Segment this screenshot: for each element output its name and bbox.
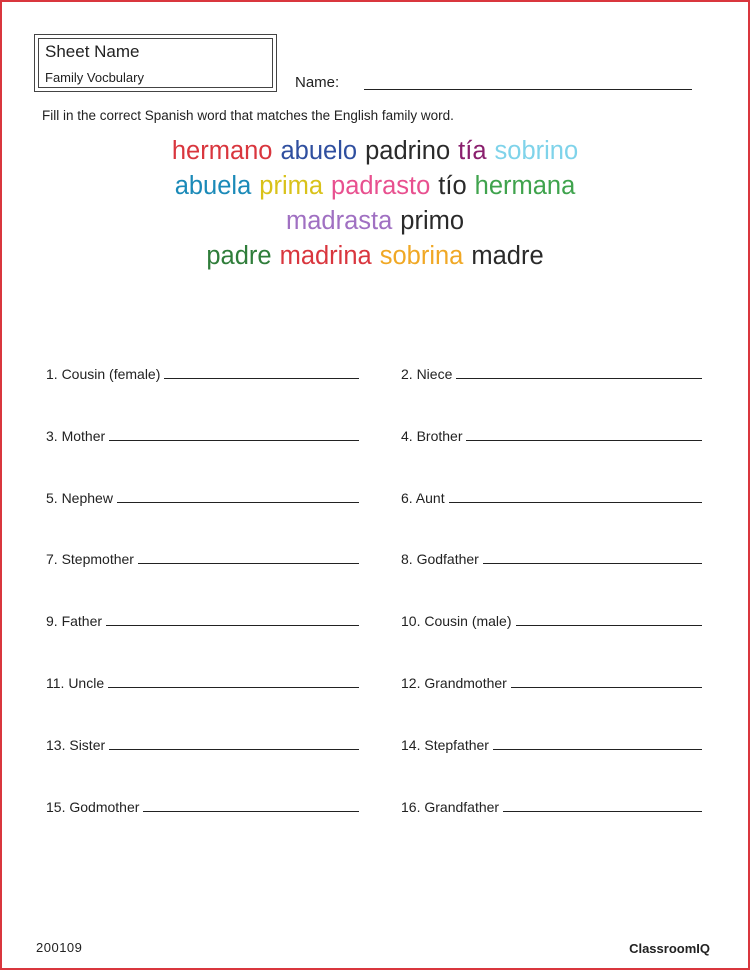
word-bank-word: prima bbox=[259, 172, 324, 200]
word-bank-word: padrasto bbox=[331, 172, 431, 200]
question-label: 16. Grandfather bbox=[401, 799, 500, 815]
word-bank-word: madrasta bbox=[285, 207, 393, 235]
word-bank-word: tío bbox=[438, 172, 467, 200]
question-label: 2. Niece bbox=[401, 366, 453, 382]
answer-blank[interactable] bbox=[138, 550, 359, 564]
word-bank-word: primo bbox=[400, 207, 465, 235]
answer-blank[interactable] bbox=[449, 489, 702, 503]
answer-blank[interactable] bbox=[109, 427, 359, 441]
sheet-name: Sheet Name bbox=[45, 42, 140, 61]
question-item bbox=[46, 427, 359, 444]
question-item bbox=[401, 427, 702, 444]
question-label: 7. Stepmother bbox=[46, 551, 134, 567]
instructions: Fill in the correct Spanish word that matches the English family word. bbox=[42, 108, 454, 123]
word-bank-word: abuelo bbox=[280, 137, 358, 165]
worksheet-id: 200109 bbox=[36, 940, 83, 955]
question-label: 13. Sister bbox=[46, 737, 106, 753]
answer-blank[interactable] bbox=[143, 798, 359, 812]
brand-logo: ClassroomIQ bbox=[629, 941, 710, 956]
question-item bbox=[401, 674, 702, 691]
answer-blank[interactable] bbox=[516, 612, 702, 626]
question-label: 15. Godmother bbox=[46, 799, 140, 815]
question-item bbox=[401, 798, 702, 815]
word-bank-word: padre bbox=[206, 242, 272, 270]
answer-blank[interactable] bbox=[503, 798, 702, 812]
answer-blank[interactable] bbox=[106, 612, 359, 626]
question-item bbox=[46, 550, 359, 567]
question-item bbox=[46, 612, 359, 629]
question-label: 3. Mother bbox=[46, 428, 106, 444]
word-bank-word: abuela bbox=[174, 172, 252, 200]
word-bank-word: madre bbox=[471, 242, 544, 270]
question-item bbox=[401, 550, 702, 567]
question-item bbox=[401, 612, 702, 629]
sheet-subtitle: Family Vocbulary bbox=[45, 70, 144, 85]
answer-blank[interactable] bbox=[511, 674, 702, 688]
question-label: 9. Father bbox=[46, 613, 103, 629]
question-label: 5. Nephew bbox=[46, 490, 113, 506]
question-label: 8. Godfather bbox=[401, 551, 479, 567]
word-bank-word: madrina bbox=[279, 242, 372, 270]
answer-blank[interactable] bbox=[164, 365, 359, 379]
answer-blank[interactable] bbox=[493, 736, 702, 750]
answer-blank[interactable] bbox=[483, 550, 702, 564]
question-label: 10. Cousin (male) bbox=[401, 613, 512, 629]
question-label: 4. Brother bbox=[401, 428, 463, 444]
answer-blank[interactable] bbox=[117, 489, 359, 503]
answer-blank[interactable] bbox=[108, 674, 359, 688]
question-label: 11. Uncle bbox=[46, 675, 105, 691]
question-list bbox=[2, 2, 748, 968]
answer-blank[interactable] bbox=[456, 365, 702, 379]
question-item bbox=[46, 489, 359, 506]
question-item bbox=[401, 736, 702, 753]
question-item bbox=[46, 798, 359, 815]
question-item bbox=[401, 365, 702, 382]
word-bank-word: hermano bbox=[171, 137, 273, 165]
word-bank-word: sobrina bbox=[379, 242, 464, 270]
word-bank-word: padrino bbox=[365, 137, 451, 165]
word-bank-word: tía bbox=[458, 137, 487, 165]
question-item bbox=[401, 489, 702, 506]
name-label: Name: bbox=[295, 74, 340, 91]
answer-blank[interactable] bbox=[466, 427, 702, 441]
answer-blank[interactable] bbox=[109, 736, 359, 750]
question-label: 12. Grandmother bbox=[401, 675, 507, 691]
question-item bbox=[46, 736, 359, 753]
word-bank-word: hermana bbox=[474, 172, 576, 200]
question-label: 1. Cousin (female) bbox=[46, 366, 161, 382]
question-item bbox=[46, 674, 359, 691]
question-item bbox=[46, 365, 359, 382]
question-label: 14. Stepfather bbox=[401, 737, 489, 753]
question-label: 6. Aunt bbox=[401, 490, 445, 506]
word-bank-word: sobrino bbox=[494, 137, 579, 165]
